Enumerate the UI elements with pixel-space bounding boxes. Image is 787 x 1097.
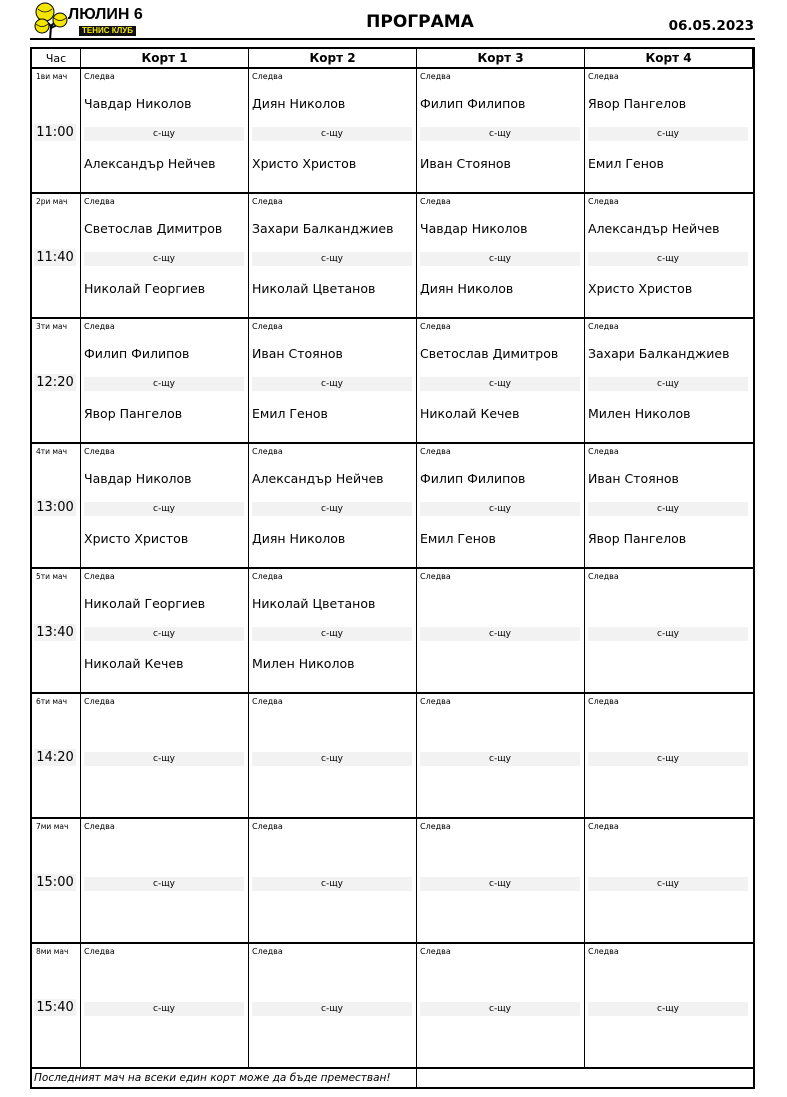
next-label: Следва (84, 572, 115, 581)
match-cell (249, 819, 417, 944)
header-divider (30, 38, 755, 40)
match-slot-cell (32, 694, 81, 819)
match-cell (417, 819, 585, 944)
player-one: Явор Пангелов (588, 96, 687, 111)
next-label: Следва (84, 322, 115, 331)
court-header: Корт 4 (585, 49, 753, 69)
player-one: Филип Филипов (84, 346, 190, 361)
next-label: Следва (420, 197, 451, 206)
player-one: Николай Цветанов (252, 596, 376, 611)
tennis-tree-icon (33, 2, 73, 40)
player-one: Светослав Димитров (84, 221, 223, 236)
next-label: Следва (252, 697, 283, 706)
match-cell (81, 569, 249, 694)
player-two: Емил Генов (588, 156, 664, 171)
match-cell (81, 694, 249, 819)
club-logo (33, 2, 143, 38)
player-one: Диян Николов (252, 96, 346, 111)
next-label: Следва (252, 72, 283, 81)
player-two: Христо Христов (588, 281, 693, 296)
player-two: Александър Нейчев (84, 156, 216, 171)
match-slot-cell (32, 819, 81, 944)
footer-note: Последният мач на всеки един корт може да бъде преместван! (32, 1069, 417, 1087)
match-cell (417, 444, 585, 569)
versus-label: с-щу (84, 627, 244, 641)
match-cell (249, 319, 417, 444)
player-two: Николай Кечев (420, 406, 520, 421)
next-label: Следва (252, 572, 283, 581)
player-two: Диян Николов (252, 531, 346, 546)
next-label: Следва (84, 197, 115, 206)
next-label: Следва (588, 572, 619, 581)
match-cell (417, 569, 585, 694)
versus-label: с-щу (84, 127, 244, 141)
versus-label: с-щу (588, 877, 748, 891)
match-slot-cell (32, 569, 81, 694)
player-one: Захари Балканджиев (588, 346, 730, 361)
match-time: 14:20 (34, 749, 76, 766)
next-label: Следва (588, 822, 619, 831)
player-one: Филип Филипов (420, 471, 526, 486)
match-cell (417, 944, 585, 1069)
player-one: Александър Нейчев (588, 221, 720, 236)
match-number: 6ти мач (36, 697, 68, 706)
versus-label: с-щу (420, 1002, 580, 1016)
match-cell (417, 319, 585, 444)
versus-label: с-щу (252, 877, 412, 891)
player-two: Милен Николов (252, 656, 355, 671)
match-cell (249, 944, 417, 1069)
footer-blank-cell (417, 1069, 753, 1087)
next-label: Следва (252, 822, 283, 831)
match-slot-cell (32, 319, 81, 444)
player-one: Филип Филипов (420, 96, 526, 111)
versus-label: с-щу (588, 127, 748, 141)
next-label: Следва (420, 822, 451, 831)
court-header: Корт 2 (249, 49, 417, 69)
player-two: Диян Николов (420, 281, 514, 296)
match-cell (585, 319, 753, 444)
player-two: Явор Пангелов (588, 531, 687, 546)
match-cell (417, 69, 585, 194)
versus-label: с-щу (84, 252, 244, 266)
next-label: Следва (588, 72, 619, 81)
player-one: Захари Балканджиев (252, 221, 394, 236)
versus-label: с-щу (84, 877, 244, 891)
player-two: Николай Георгиев (84, 281, 206, 296)
logo-subtitle: ТЕНИС КЛУБ (79, 26, 136, 36)
match-number: 5ти мач (36, 572, 68, 581)
player-two: Иван Стоянов (420, 156, 511, 171)
next-label: Следва (84, 697, 115, 706)
match-slot-cell (32, 69, 81, 194)
player-two: Николай Цветанов (252, 281, 376, 296)
next-label: Следва (588, 322, 619, 331)
match-number: 8ми мач (36, 947, 69, 956)
player-two: Милен Николов (588, 406, 691, 421)
player-one: Александър Нейчев (252, 471, 384, 486)
versus-label: с-щу (588, 502, 748, 516)
page-title: ПРОГРАМА (366, 12, 474, 32)
next-label: Следва (84, 447, 115, 456)
next-label: Следва (252, 947, 283, 956)
player-two: Христо Христов (84, 531, 189, 546)
match-cell (81, 819, 249, 944)
match-cell (585, 69, 753, 194)
next-label: Следва (588, 947, 619, 956)
match-number: 7ми мач (36, 822, 69, 831)
versus-label: с-щу (588, 252, 748, 266)
schedule-date: 06.05.2023 (668, 18, 754, 34)
versus-label: с-щу (252, 252, 412, 266)
schedule-table (30, 47, 755, 1089)
versus-label: с-щу (252, 752, 412, 766)
versus-label: с-щу (252, 377, 412, 391)
next-label: Следва (420, 322, 451, 331)
player-one: Чавдар Николов (84, 96, 192, 111)
versus-label: с-щу (420, 502, 580, 516)
player-two: Емил Генов (420, 531, 496, 546)
court-header: Корт 3 (417, 49, 585, 69)
match-cell (249, 694, 417, 819)
match-time: 11:40 (34, 249, 76, 266)
versus-label: с-щу (420, 627, 580, 641)
match-cell (585, 444, 753, 569)
time-column-header: Час (32, 49, 81, 69)
next-label: Следва (420, 72, 451, 81)
match-cell (585, 819, 753, 944)
match-cell (249, 569, 417, 694)
next-label: Следва (588, 197, 619, 206)
next-label: Следва (420, 572, 451, 581)
versus-label: с-щу (84, 377, 244, 391)
logo-title: ЛЮЛИН 6 (68, 6, 143, 23)
match-cell (81, 319, 249, 444)
versus-label: с-щу (252, 127, 412, 141)
match-number: 1ви мач (36, 72, 68, 81)
next-label: Следва (84, 947, 115, 956)
match-time: 13:40 (34, 624, 76, 641)
match-time: 15:40 (34, 999, 76, 1016)
versus-label: с-щу (420, 127, 580, 141)
versus-label: с-щу (252, 1002, 412, 1016)
next-label: Следва (252, 197, 283, 206)
match-cell (81, 69, 249, 194)
next-label: Следва (420, 947, 451, 956)
match-cell (249, 444, 417, 569)
match-cell (249, 194, 417, 319)
next-label: Следва (420, 447, 451, 456)
next-label: Следва (84, 72, 115, 81)
match-number: 2ри мач (36, 197, 68, 206)
versus-label: с-щу (84, 752, 244, 766)
versus-label: с-щу (252, 627, 412, 641)
match-time: 11:00 (34, 124, 76, 141)
versus-label: с-щу (588, 752, 748, 766)
match-cell (81, 444, 249, 569)
match-time: 13:00 (34, 499, 76, 516)
court-header: Корт 1 (81, 49, 249, 69)
player-two: Емил Генов (252, 406, 328, 421)
next-label: Следва (252, 322, 283, 331)
match-cell (585, 944, 753, 1069)
match-cell (81, 194, 249, 319)
versus-label: с-щу (420, 377, 580, 391)
player-one: Иван Стоянов (588, 471, 679, 486)
match-cell (585, 694, 753, 819)
match-slot-cell (32, 944, 81, 1069)
player-one: Иван Стоянов (252, 346, 343, 361)
versus-label: с-щу (420, 877, 580, 891)
schedule-grid (32, 49, 753, 1087)
player-two: Явор Пангелов (84, 406, 183, 421)
match-slot-cell (32, 444, 81, 569)
match-cell (249, 69, 417, 194)
match-cell (585, 194, 753, 319)
next-label: Следва (588, 447, 619, 456)
player-two: Николай Кечев (84, 656, 184, 671)
versus-label: с-щу (588, 377, 748, 391)
player-one: Николай Георгиев (84, 596, 206, 611)
next-label: Следва (420, 697, 451, 706)
match-time: 12:20 (34, 374, 76, 391)
match-cell (417, 694, 585, 819)
match-cell (81, 944, 249, 1069)
player-one: Чавдар Николов (84, 471, 192, 486)
match-time: 15:00 (34, 874, 76, 891)
next-label: Следва (84, 822, 115, 831)
versus-label: с-щу (588, 627, 748, 641)
match-cell (585, 569, 753, 694)
player-two: Христо Христов (252, 156, 357, 171)
match-slot-cell (32, 194, 81, 319)
next-label: Следва (588, 697, 619, 706)
match-cell (417, 194, 585, 319)
match-number: 3ти мач (36, 322, 68, 331)
next-label: Следва (252, 447, 283, 456)
player-one: Светослав Димитров (420, 346, 559, 361)
versus-label: с-щу (588, 1002, 748, 1016)
match-number: 4ти мач (36, 447, 68, 456)
player-one: Чавдар Николов (420, 221, 528, 236)
versus-label: с-щу (84, 1002, 244, 1016)
versus-label: с-щу (420, 252, 580, 266)
versus-label: с-щу (420, 752, 580, 766)
versus-label: с-щу (84, 502, 244, 516)
versus-label: с-щу (252, 502, 412, 516)
